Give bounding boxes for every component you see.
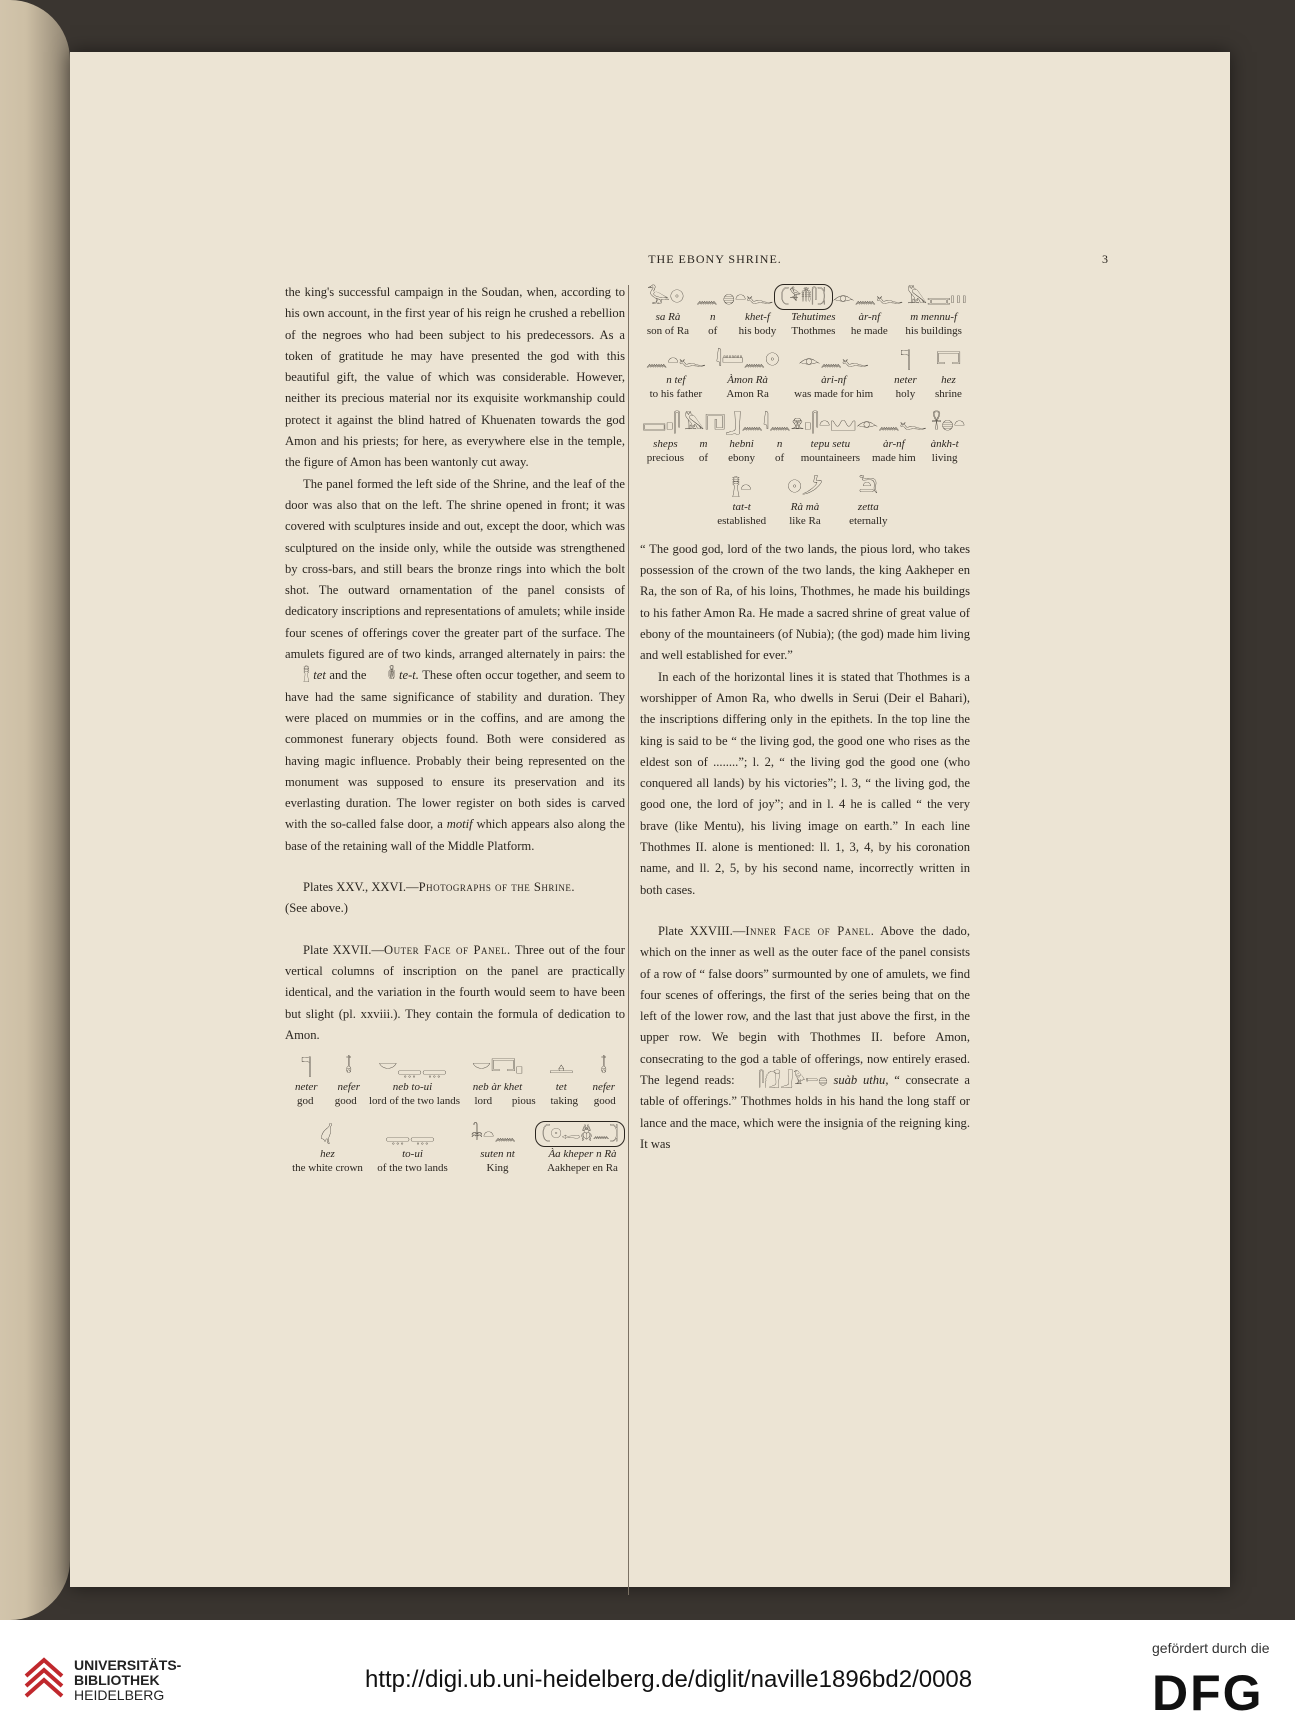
transliteration: nefer: [337, 1081, 361, 1094]
term-te-t: te-t.: [399, 668, 419, 683]
transliteration: Rà mà: [790, 500, 820, 513]
gloss: his buildings: [905, 325, 962, 337]
text-span: Above the dado, which on the inner as well as the outer face of the panel consists of a row of “ false doors” surmounted by one of amulets, we find four scenes of offerings, the first of the series being that on the left of the lower row, and the last that just above the first, in the upper row. We begin with Thothmes II. before Amon, consecrating to the god a table of offerings, now entirely erased. The legend reads:: [640, 923, 970, 1088]
section-title: Outer Face of Panel.: [384, 942, 511, 957]
plates-xxv-xxvi-heading: [285, 877, 625, 898]
hieroglyph-legend-icon: 𓋴𓃂𓃀𓅱𓍿𓐍: [758, 1072, 828, 1089]
transliteration: suten nt: [480, 1148, 515, 1161]
glyph-row: [285, 1121, 625, 1147]
section-title: Inner Face of Panel.: [745, 923, 875, 938]
term-suab-uthu: suàb uthu,: [833, 1073, 889, 1088]
library-name-line: UNIVERSITÄTS-: [74, 1657, 182, 1673]
gloss: mountaineers: [800, 451, 861, 464]
transliteration: neb àr khet: [472, 1081, 523, 1094]
text-span: Three out of the four vertical columns of inscription on the panel are practically identical, and the variation in the fourth would seem to have been but slight (pl. xxviii.). They contain the formula of dedication to Amon.: [285, 942, 625, 1042]
hieroglyph-table-left-1: [285, 1056, 625, 1109]
library-name: [74, 1658, 181, 1703]
hieroglyph-icon: 𓇋𓏠𓈖𓇳: [715, 350, 780, 371]
previous-page-edge: [0, 0, 70, 1620]
gloss: good: [593, 1095, 616, 1108]
gloss: ebony: [728, 451, 755, 464]
transliteration: n: [709, 311, 716, 323]
university-library-logo-icon: [22, 1656, 66, 1702]
transliteration: hez: [941, 374, 956, 387]
hieroglyph-icon: 𓎟𓉐𓊪: [472, 1057, 523, 1079]
cartouche-icon: 𓍹𓅝𓄟𓋴𓍺: [774, 284, 833, 310]
transliteration: tet: [555, 1081, 567, 1094]
tet-t-amulet-icon: 𓎬: [388, 667, 396, 684]
gloss: of the two lands: [377, 1162, 448, 1175]
permalink-url[interactable]: http://digi.ub.uni-heidelberg.de/diglit/naville1896bd2/0008: [365, 1666, 973, 1693]
column-divider: [628, 285, 629, 1595]
transliteration-row: [710, 500, 900, 514]
hieroglyph-icon: 𓐍𓏏𓆑: [722, 286, 774, 308]
hieroglyph-icon: 𓈖: [769, 413, 791, 435]
gloss: the white crown: [292, 1162, 363, 1175]
see-above-note: (See above.): [285, 901, 348, 916]
dfg-logo: DFG: [1152, 1665, 1264, 1721]
transliteration: àr-nf: [882, 437, 905, 450]
gloss: made him: [872, 451, 916, 464]
transliteration: m: [699, 437, 708, 450]
transliteration-row: [640, 310, 970, 324]
transliteration: Tehutimes: [791, 311, 836, 323]
text-span: which appears also along the base of the retaining wall of the Middle Platform.: [285, 817, 625, 853]
hieroglyph-table-right-2: [640, 349, 970, 402]
hieroglyph-table-right-4: [640, 476, 970, 529]
gloss: King: [486, 1162, 509, 1175]
hieroglyph-icon: 𓄤: [345, 1057, 352, 1079]
gloss: god: [296, 1095, 314, 1108]
gloss: holy: [895, 388, 916, 401]
sponsor-label: gefördert durch die: [1152, 1640, 1270, 1656]
transliteration: hez: [320, 1148, 335, 1161]
gloss: of: [708, 325, 718, 337]
transliteration-row: [640, 437, 970, 451]
transliteration: àr-nf: [858, 311, 881, 323]
transliteration: àri-nf: [821, 374, 847, 387]
gloss-row: [640, 451, 970, 466]
gloss: good: [334, 1095, 357, 1108]
hieroglyph-icon: 𓅭𓇳: [647, 286, 685, 308]
gloss: of: [698, 451, 709, 464]
text-span: These often occur together, and seem to have had the same significance of stability and duration. They were placed on mummies or in the coffins, and are among the commonest funerary objects found. Both were considered as having magic influence. Probably their being represented on the monument was supposed to ensure its preservation and its everlasting duration. The lower register on both sides is carved with the so-called false door, a: [285, 668, 626, 832]
transliteration: Àmon Rà: [727, 374, 768, 387]
gloss: eternally: [849, 514, 888, 527]
hieroglyph-icon: 𓋹𓐍𓏏: [931, 413, 966, 435]
right-paragraph-2: In each of the horizontal lines it is stated that Thothmes is a worshipper of Amon Ra, who dwells in Serui (Deir el Bahari), the inscriptions differing only in the epithets. In the top line the king is said to be “ the living god, the good one who rises as the eldest son of ........”; l. 2, “ the living god the good one (who conquered all lands) by his victories”; l. 3, “ the living god, the good one, the lord of joy”; and in l. 4 he is called “ the very brave (like Mentu), his living image on earth.” In each line Thothmes II. alone is mentioned: ll. 1, 3, 4, by his coronation name, and ll. 2, 5, by his second name, incorrectly written in both cases.: [640, 669, 970, 897]
gloss: shrine: [935, 388, 962, 401]
gloss-row: [285, 1094, 625, 1109]
hieroglyph-icon: 𓇾𓇾: [385, 1124, 435, 1146]
glyph-row: [640, 284, 970, 310]
book-page: [70, 52, 1230, 1587]
transliteration: sheps: [653, 437, 678, 450]
plate-xxvii-paragraph: [285, 940, 625, 1046]
gloss: was made for him: [794, 388, 874, 401]
gloss: Amon Ra: [726, 388, 769, 401]
transliteration-row: [640, 373, 970, 387]
hieroglyph-icon: 𓁹𓈖𓆑: [856, 413, 927, 435]
hieroglyph-icon: 𓈖𓏏𓆑: [645, 350, 706, 371]
hieroglyph-icon: 𓋑: [320, 1124, 333, 1146]
hieroglyph-icon: 𓉐: [936, 350, 961, 371]
hieroglyph-icon: 𓇳𓌳: [787, 476, 823, 498]
gloss: lord: [474, 1095, 493, 1108]
library-name-line: BIBLIOTHEK: [74, 1672, 160, 1688]
translation-quote: “ The good god, lord of the two lands, the pious lord, who takes possession of the crown of the two lands, the king Aakheper en Ra, the son of Ra, of his loins, Thothmes, he made his buildings to his father Amon Ra. He made a sacred shrine of great value of ebony of the mountaineers (of Nubia); (the god) made him living and well established for ever.”: [640, 541, 970, 663]
glyph-row: [640, 349, 970, 373]
gloss: of: [775, 451, 785, 464]
glyph-row: [640, 412, 970, 436]
hieroglyph-icon: 𓊹: [300, 1057, 312, 1079]
transliteration: to-ui: [402, 1148, 423, 1161]
transliteration: hebni: [729, 437, 754, 450]
gloss-row: [710, 514, 900, 529]
gloss: like Ra: [789, 514, 821, 527]
transliteration: zetta: [857, 500, 879, 513]
hieroglyph-icon: 𓇓𓏏𓈖: [470, 1124, 516, 1146]
hieroglyph-icon: 𓊵: [549, 1057, 574, 1079]
transliteration: n tef: [666, 374, 686, 387]
hieroglyph-icon: 𓄤: [600, 1057, 607, 1079]
gloss-row: [640, 324, 970, 339]
hieroglyph-icon: 𓁷𓊪𓋴𓏏𓈉: [790, 413, 857, 435]
left-paragraph-1: the king's successful campaign in the Soudan, when, according to his own account, in the first year of his reign he crushed a rebellion of the negroes who had been subject to his predecessors. As a token of gratitude he may have presented the god with this beautiful gift, the value of which was considerable. However, neither its precious material nor its exquisite workmanship could protect it against the blind hatred of Khuenaten towards the god Amon and his priests; for here, as everywhere else in the temple, the figure of Amon has been wantonly cut away.: [285, 285, 625, 470]
gloss: established: [717, 514, 767, 527]
footer-bar: [0, 1620, 1295, 1736]
hieroglyph-icon: 𓅓𓈘𓏥: [906, 286, 967, 308]
page-number: 3: [1102, 252, 1108, 266]
left-paragraph-2: [285, 474, 625, 857]
gloss: Thothmes: [791, 325, 836, 337]
plate-xxviii-paragraph: [640, 921, 970, 1155]
transliteration: neter: [894, 374, 917, 387]
gloss: son of Ra: [646, 325, 690, 337]
cartouche-icon: 𓍹𓇳𓉻𓆣𓈖𓍺: [535, 1121, 625, 1147]
gloss: Aakheper en Ra: [547, 1162, 618, 1175]
transliteration: neter: [294, 1081, 318, 1094]
section-title: Photographs of the Shrine.: [418, 880, 576, 895]
transliteration: ànkh-t: [930, 437, 959, 450]
hieroglyph-icon: 𓁹𓈖𓆑: [798, 350, 869, 371]
gloss: precious: [646, 451, 685, 464]
hieroglyph-table-right-1: [640, 284, 970, 339]
hieroglyph-icon: 𓈖: [696, 286, 718, 308]
gloss: taking: [550, 1095, 578, 1108]
hieroglyph-icon: 𓊹: [900, 350, 911, 371]
hieroglyph-icon: 𓉔𓃀𓈖𓇋: [705, 413, 770, 435]
transliteration-row: [285, 1080, 625, 1094]
gloss: lord of the two lands: [368, 1095, 461, 1108]
text-span: Plates XXV., XXVI.—: [303, 880, 419, 895]
hieroglyph-icon: 𓎟𓇾𓇾: [378, 1057, 447, 1079]
library-name-line: HEIDELBERG: [74, 1687, 165, 1703]
transliteration: khet-f: [744, 311, 770, 323]
transliteration: n: [776, 437, 783, 450]
gloss: to his father: [649, 388, 703, 401]
left-column: [285, 282, 625, 1182]
hieroglyph-icon: 𓅓: [684, 413, 705, 435]
tet-amulet-icon: 𓊽: [303, 667, 310, 684]
text-span: “ consecrate a table of offerings.” Thothmes holds in his hand the long staff or lance and the mace, which were the insignia of the reigning king. It was: [640, 1073, 970, 1151]
transliteration: Àa kheper n Rà: [548, 1148, 617, 1161]
hieroglyph-icon: 𓆖: [858, 476, 878, 498]
hieroglyph-table-right-3: [640, 412, 970, 465]
gloss: living: [931, 451, 958, 464]
hieroglyph-icon: 𓈙𓊪𓋴: [642, 413, 681, 435]
gloss-row: [640, 387, 970, 402]
transliteration-row: [285, 1147, 625, 1161]
term-motif: motif: [446, 817, 473, 832]
text-span: The panel formed the left side of the Shrine, and the leaf of the door was also that on the left. The shrine opened in front; it was covered with sculptures inside and out, except the door, which was sculptured on the inside only, while the outside was strengthened by cross-bars, and still bears the bronze rings into which the bolt shot. The outward ornamentation of the panel consists of dedicatory inscriptions and representations of amulets; while inside four scenes of offerings cover the greater part of the surface. The amulets figured are of two kinds, arranged alternately in pairs: the: [285, 476, 625, 662]
gloss: his body: [738, 325, 777, 337]
glyph-row: [285, 1056, 625, 1080]
glyph-row: [710, 476, 900, 500]
gloss: he made: [850, 325, 888, 337]
term-tet: tet: [313, 668, 326, 683]
gloss-row: [285, 1161, 625, 1176]
transliteration: neb to-ui: [392, 1081, 433, 1094]
hieroglyph-icon: 𓊽𓏏: [731, 476, 752, 498]
text-span: Plate XXVIII.—: [658, 923, 746, 938]
text-span: and the: [329, 668, 367, 683]
hieroglyph-table-left-2: [285, 1121, 625, 1176]
transliteration: m mennu-f: [910, 311, 958, 323]
transliteration: nefer: [592, 1081, 616, 1094]
gloss: pious: [511, 1095, 536, 1108]
running-head: THE EBONY SHRINE.: [648, 252, 782, 266]
transliteration: tat-t: [732, 500, 751, 513]
right-column: [640, 282, 970, 1155]
transliteration: tepu setu: [810, 437, 851, 450]
text-span: Plate XXVII.—: [303, 942, 385, 957]
hieroglyph-icon: 𓁹𓈖𓆑: [832, 286, 904, 308]
transliteration: sa Rà: [655, 311, 681, 323]
